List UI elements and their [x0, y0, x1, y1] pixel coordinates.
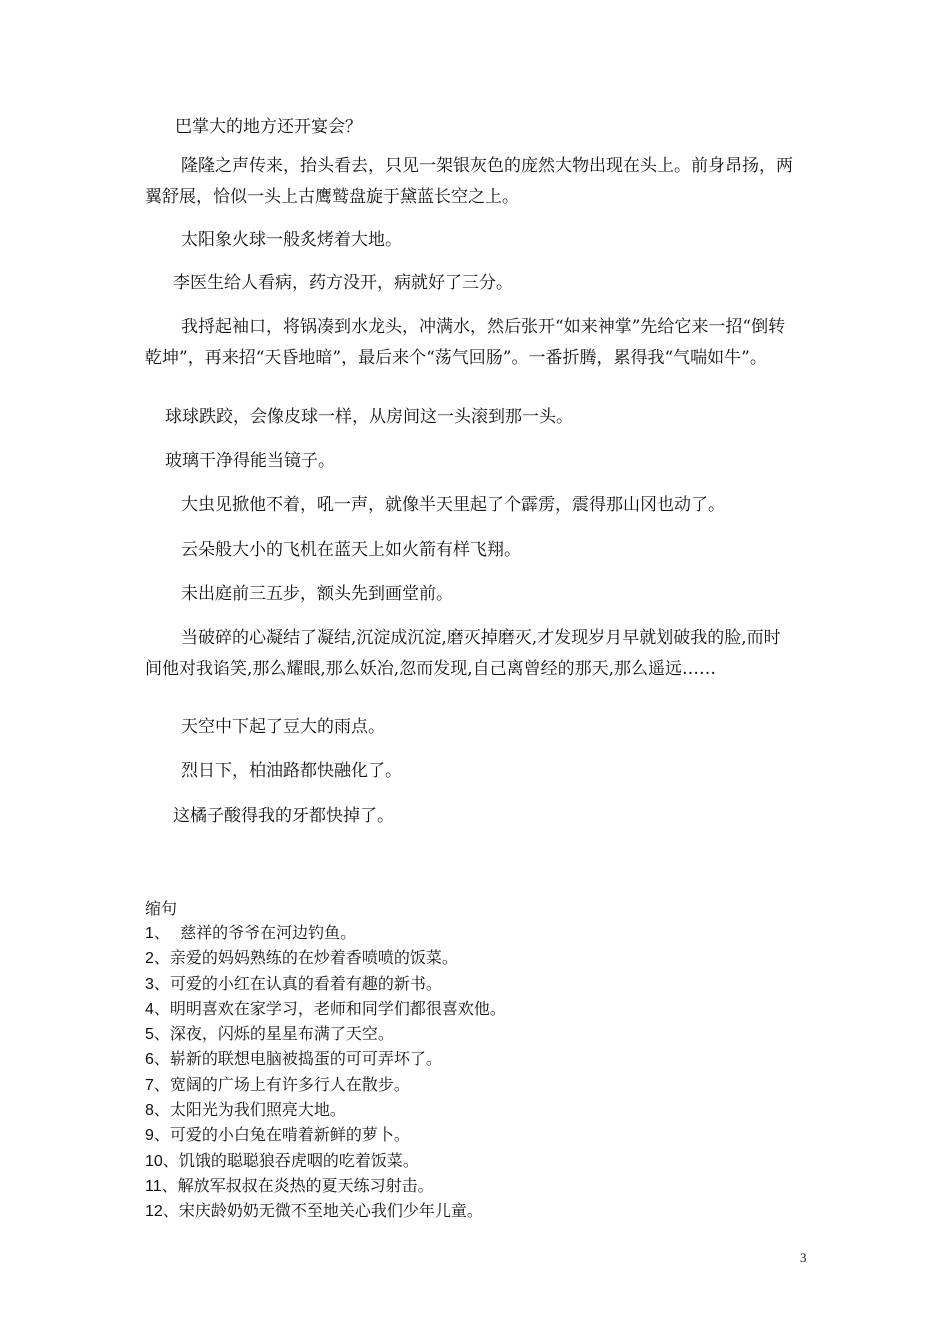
- paragraph-4: 李医生给人看病，药方没开，病就好了三分。: [173, 273, 513, 293]
- list-item: [145, 1149, 506, 1174]
- item-text: 饥饿的聪聪狼吞虎咽的吃着饭菜。: [178, 1150, 419, 1170]
- item-number: 3、: [145, 975, 170, 993]
- sentence-list: [145, 921, 506, 1225]
- item-number: 9、: [145, 1127, 170, 1145]
- item-number: 11、: [145, 1177, 178, 1195]
- paragraph-5: 我捋起袖口，将锅凑到水龙头，冲满水，然后张开“如来神掌”先给它来一招“倒转乾坤”，再来招“天昏地暗”，最后来个“荡气回肠”。一番折腾，累得我“气喘如牛”。: [145, 317, 786, 368]
- item-text: 可爱的小白兔在啃着新鲜的萝卜。: [169, 1125, 410, 1145]
- paragraph-13: 烈日下，柏油路都快融化了。: [181, 761, 402, 781]
- item-text: 宋庆龄奶奶无微不至地关心我们少年儿童。: [178, 1201, 483, 1221]
- item-text: 亲爱的妈妈熟练的在炒着香喷喷的饭菜。: [169, 948, 458, 968]
- item-text: 解放军叔叔在炎热的夏天练习射击。: [177, 1175, 434, 1195]
- page-number: 3: [800, 1250, 807, 1265]
- paragraph-9: 云朵般大小的飞机在蓝天上如火箭有样飞翔。: [181, 540, 521, 560]
- item-number: 10、: [145, 1152, 179, 1170]
- paragraph-8: 大虫见掀他不着，吼一声，就像半天里起了个霹雳，震得那山冈也动了。: [181, 495, 725, 515]
- paragraph-10: 未出庭前三五步，额头先到画堂前。: [181, 584, 453, 604]
- item-number: 2、: [145, 950, 170, 968]
- item-text: 崭新的联想电脑被捣蛋的可可弄坏了。: [169, 1049, 442, 1069]
- paragraph-1: 巴掌大的地方还开宴会？: [175, 117, 362, 137]
- item-text: 太阳光为我们照亮大地。: [169, 1100, 346, 1120]
- item-text: 宽阔的广场上有许多行人在散步。: [169, 1074, 410, 1094]
- list-item: [145, 972, 506, 997]
- item-text: 深夜，闪烁的星星布满了天空。: [169, 1024, 394, 1044]
- item-text: 明明喜欢在家学习，老师和同学们都很喜欢他。: [169, 998, 506, 1018]
- paragraph-11: 当破碎的心凝结了凝结,沉淀成沉淀,磨灭掉磨灭,才发现岁月早就划破我的脸,而时间他对我谄笑,那么耀眼,那么妖冶,忽而发现,自己离曾经的那天,那么遥远……: [145, 628, 781, 679]
- list-item: [145, 1174, 506, 1199]
- item-number: 7、: [145, 1076, 170, 1094]
- list-item: [145, 1123, 506, 1148]
- item-number: 4、: [145, 1000, 170, 1018]
- section-title: 缩句: [145, 899, 178, 918]
- list-item: [145, 1047, 506, 1072]
- item-number: 8、: [145, 1102, 170, 1120]
- paragraph-2: 隆隆之声传来，抬头看去，只见一架银灰色的庞然大物出现在头上。前身昂扬，两翼舒展，恰似一头上古鹰鹫盘旋于黛蓝长空之上。: [145, 156, 793, 207]
- paragraph-14: 这橘子酸得我的牙都快掉了。: [173, 806, 394, 826]
- item-number: 1、: [145, 925, 170, 942]
- list-item: [145, 997, 506, 1022]
- item-text: 可爱的小红在认真的看着有趣的新书。: [169, 973, 442, 993]
- paragraph-6: 球球跌跤，会像皮球一样，从房间这一头滚到那一头。: [165, 407, 573, 427]
- list-item: [145, 946, 506, 971]
- paragraph-7: 玻璃干净得能当镜子。: [165, 451, 335, 471]
- list-item: [145, 921, 506, 946]
- paragraph-3: 太阳象火球一般炙烤着大地。: [181, 230, 402, 250]
- list-item: [145, 1098, 506, 1123]
- item-number: 12、: [145, 1203, 179, 1221]
- list-item: [145, 1022, 506, 1047]
- item-number: 5、: [145, 1026, 170, 1044]
- list-item: [145, 1199, 506, 1224]
- list-item: [145, 1073, 506, 1098]
- item-text: 慈祥的爷爷在河边钓鱼。: [169, 923, 357, 942]
- paragraph-12: 天空中下起了豆大的雨点。: [181, 717, 385, 737]
- item-number: 6、: [145, 1051, 170, 1069]
